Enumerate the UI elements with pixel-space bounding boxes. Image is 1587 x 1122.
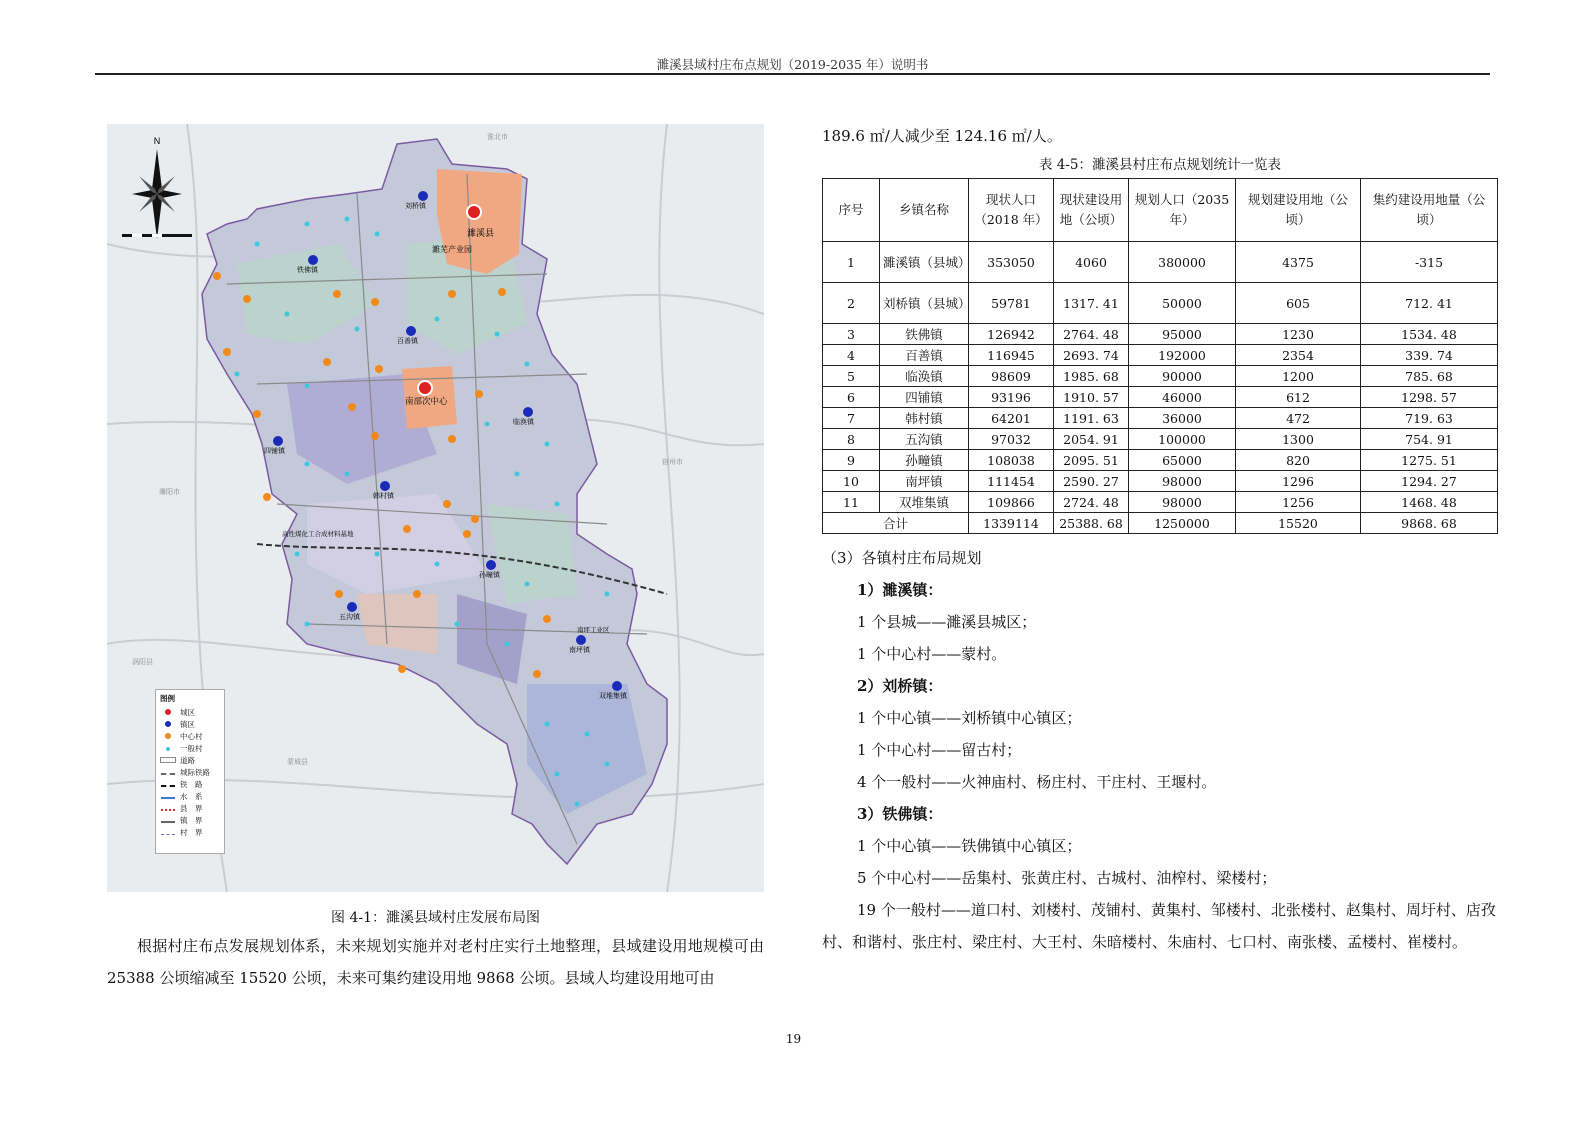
town-label: 南坪镇 <box>569 647 590 654</box>
legend-row: 中心村 <box>160 730 220 742</box>
subsection-title: 2）刘桥镇： <box>857 677 943 695</box>
town-marker <box>612 681 622 691</box>
table-cell: 濉溪镇（县城） <box>880 242 969 283</box>
left-paragraph: 根据村庄布点发展规划体系，未来规划实施并对老村庄实行土地整理，县域建设用地规模可由 25388 公顷缩减至 15520 公顷，未来可集约建设用地 9868 公顷。县域人均建设用地可由 <box>107 937 764 987</box>
text-line: 1 个县城——濉溪县城区； <box>857 613 1037 631</box>
col-header: 规划建设用地（公顷） <box>1236 179 1361 242</box>
legend-row: 道路 <box>160 754 220 766</box>
table-row <box>823 345 1498 366</box>
town-label: 铁佛镇 <box>297 267 318 274</box>
town-marker <box>273 436 283 446</box>
table-cell: 2 <box>823 283 880 324</box>
col-header: 规划人口（2035 年） <box>1129 179 1236 242</box>
scale-bar <box>122 234 192 237</box>
town-boundary-icon <box>161 821 175 823</box>
table-cell: 1317. 41 <box>1054 283 1129 324</box>
table-cell: 刘桥镇（县城） <box>880 283 969 324</box>
orange-dot-icon <box>165 733 171 739</box>
table-cell: 2764. 48 <box>1054 324 1129 345</box>
map-legend <box>155 689 225 854</box>
text-line: 1 个中心村——留古村； <box>857 741 1022 759</box>
county-label: 濉溪县 <box>467 228 495 238</box>
table-row <box>823 450 1498 471</box>
table-cell: 1256 <box>1236 492 1361 513</box>
county-boundary-icon <box>161 809 175 811</box>
table-cell: 95000 <box>1129 324 1236 345</box>
table-cell: 四铺镇 <box>880 387 969 408</box>
table-cell: 2095. 51 <box>1054 450 1129 471</box>
city-label-huaibei: 淮北市 <box>487 134 508 141</box>
town-marker <box>418 191 428 201</box>
industrial-base-label: 高性煤化工合成材料基地 <box>282 531 354 538</box>
table-total-row <box>823 513 1498 534</box>
table-cell: 9868. 68 <box>1361 513 1498 534</box>
text-line: 5 个中心村——岳集村、张黄庄村、古城村、油榨村、梁楼村； <box>857 869 1277 887</box>
table-row <box>823 242 1498 283</box>
table-row <box>823 429 1498 450</box>
county-layout-map <box>107 124 764 892</box>
table-cell: 100000 <box>1129 429 1236 450</box>
page-number: 19 <box>785 1032 802 1046</box>
table-cell: 2354 <box>1236 345 1361 366</box>
water-icon <box>161 797 175 799</box>
table-cell: 1468. 48 <box>1361 492 1498 513</box>
table-cell: 1298. 57 <box>1361 387 1498 408</box>
table-cell: 380000 <box>1129 242 1236 283</box>
table-cell: 双堆集镇 <box>880 492 969 513</box>
table-cell: 719. 63 <box>1361 408 1498 429</box>
north-arrow-icon <box>132 149 182 239</box>
town-label: 孙疃镇 <box>479 572 500 579</box>
table-row <box>823 492 1498 513</box>
county-urban-area <box>437 169 522 274</box>
col-header: 乡镇名称 <box>880 179 969 242</box>
intercity-rail-icon <box>161 773 175 775</box>
table-cell: 临涣镇 <box>880 366 969 387</box>
text-line: 19 个一般村——道口村、刘楼村、茂铺村、黄集村、邹楼村、北张楼村、赵集村、周圩村、店孜村、和谐村、张庄村、梁庄村、大王村、朱暗楼村、朱庙村、七口村、南张楼、孟楼村、崔楼村。 <box>822 901 1496 951</box>
table-cell: 1294. 27 <box>1361 471 1498 492</box>
table-cell: 韩村镇 <box>880 408 969 429</box>
city-label-suiyang: 濉阳市 <box>159 489 180 496</box>
town-marker <box>576 635 586 645</box>
text-line: 4 个一般村——火神庙村、杨庄村、干庄村、王堰村。 <box>857 773 1217 791</box>
town-label: 百善镇 <box>397 338 418 345</box>
table-cell: 754. 91 <box>1361 429 1498 450</box>
red-dot-icon <box>165 709 171 715</box>
table-cell: 353050 <box>969 242 1054 283</box>
cyan-dot-icon <box>166 747 170 751</box>
town-label: 五沟镇 <box>339 614 360 621</box>
document-header: 濉溪县域村庄布点规划（2019-2035 年）说明书 <box>656 57 929 72</box>
south-center-marker <box>418 381 432 395</box>
road-line-icon <box>160 757 176 763</box>
table-cell: 108038 <box>969 450 1054 471</box>
table-cell: 五沟镇 <box>880 429 969 450</box>
legend-row: 铁 路 <box>160 778 220 790</box>
col-header: 集约建设用地量（公顷） <box>1361 179 1498 242</box>
town-marker <box>347 602 357 612</box>
legend-row: 一般村 <box>160 742 220 754</box>
table-cell: 339. 74 <box>1361 345 1498 366</box>
table-cell: 59781 <box>969 283 1054 324</box>
city-label-suzhou: 宿州市 <box>662 459 683 466</box>
table-cell: 合计 <box>823 513 969 534</box>
town-marker <box>308 255 318 265</box>
table-cell: 1985. 68 <box>1054 366 1129 387</box>
table-title: 表 4-5：濉溪县村庄布点规划统计一览表 <box>1038 157 1282 173</box>
col-header: 现状人口（2018 年） <box>969 179 1054 242</box>
table-cell: 8 <box>823 429 880 450</box>
village-boundary-icon <box>161 834 175 835</box>
table-cell: 5 <box>823 366 880 387</box>
table-cell: 109866 <box>969 492 1054 513</box>
town-marker <box>380 481 390 491</box>
table-cell: 126942 <box>969 324 1054 345</box>
subsection-title: 1）濉溪镇： <box>857 581 943 599</box>
table-cell: 2590. 27 <box>1054 471 1129 492</box>
table-cell: 111454 <box>969 471 1054 492</box>
town-label: 四铺镇 <box>264 448 285 455</box>
legend-row: 县 界 <box>160 802 220 814</box>
text-line: 1 个中心镇——铁佛镇中心镇区； <box>857 837 1082 855</box>
continued-text: 189.6 ㎡/人减少至 124.16 ㎡/人。 <box>822 127 1062 145</box>
table-cell: 4060 <box>1054 242 1129 283</box>
table-row <box>823 366 1498 387</box>
table-row <box>823 408 1498 429</box>
table-cell: 50000 <box>1129 283 1236 324</box>
table-cell: 1191. 63 <box>1054 408 1129 429</box>
table-cell: 15520 <box>1236 513 1361 534</box>
table-cell: 1296 <box>1236 471 1361 492</box>
table-cell: 36000 <box>1129 408 1236 429</box>
table-cell: 90000 <box>1129 366 1236 387</box>
table-cell: 孙疃镇 <box>880 450 969 471</box>
legend-row: 城际铁路 <box>160 766 220 778</box>
table-cell: 1339114 <box>969 513 1054 534</box>
header-rule <box>95 73 1490 75</box>
table-cell: 712. 41 <box>1361 283 1498 324</box>
text-line: 1 个中心村——蒙村。 <box>857 645 1007 663</box>
table-cell: 46000 <box>1129 387 1236 408</box>
legend-row: 镇 界 <box>160 814 220 826</box>
table-cell: 4375 <box>1236 242 1361 283</box>
railway-icon <box>161 785 175 787</box>
table-cell: 472 <box>1236 408 1361 429</box>
table-row <box>823 283 1498 324</box>
table-cell: 1 <box>823 242 880 283</box>
table-cell: 百善镇 <box>880 345 969 366</box>
town-marker <box>486 560 496 570</box>
table-row <box>823 387 1498 408</box>
table-cell: 10 <box>823 471 880 492</box>
table-cell: 1230 <box>1236 324 1361 345</box>
table-row <box>823 324 1498 345</box>
town-label: 临涣镇 <box>513 419 534 426</box>
table-cell: 64201 <box>969 408 1054 429</box>
legend-row: 水 系 <box>160 790 220 802</box>
table-cell: 铁佛镇 <box>880 324 969 345</box>
table-cell: 1275. 51 <box>1361 450 1498 471</box>
text-line: 1 个中心镇——刘桥镇中心镇区； <box>857 709 1082 727</box>
town-marker <box>523 407 533 417</box>
legend-row: 城区 <box>160 706 220 718</box>
col-header: 现状建设用地（公顷） <box>1054 179 1129 242</box>
table-cell: 3 <box>823 324 880 345</box>
table-cell: 98609 <box>969 366 1054 387</box>
table-cell: 65000 <box>1129 450 1236 471</box>
city-label-mengcheng: 蒙城县 <box>287 759 308 766</box>
table-cell: 4 <box>823 345 880 366</box>
town-marker <box>406 326 416 336</box>
table-cell: 612 <box>1236 387 1361 408</box>
table-cell: 97032 <box>969 429 1054 450</box>
table-cell: 98000 <box>1129 492 1236 513</box>
table-cell: 98000 <box>1129 471 1236 492</box>
table-cell: 1910. 57 <box>1054 387 1129 408</box>
table-cell: 1250000 <box>1129 513 1236 534</box>
legend-row: 镇区 <box>160 718 220 730</box>
col-header: 序号 <box>823 179 880 242</box>
legend-row: 村 界 <box>160 826 220 838</box>
town-layout-section <box>822 542 1498 958</box>
table-cell: 南坪镇 <box>880 471 969 492</box>
table-cell: 605 <box>1236 283 1361 324</box>
table-cell: 93196 <box>969 387 1054 408</box>
industrial-park-label: 濉芜产业园 <box>432 245 472 254</box>
table-header-row <box>823 179 1498 242</box>
table-cell: 11 <box>823 492 880 513</box>
city-label-guoyang: 涡阳县 <box>132 659 153 666</box>
table-cell: -315 <box>1361 242 1498 283</box>
subsection-title: 3）铁佛镇： <box>857 805 943 823</box>
county-center-marker <box>467 205 481 219</box>
table-cell: 7 <box>823 408 880 429</box>
table-cell: 1200 <box>1236 366 1361 387</box>
town-label: 韩村镇 <box>373 493 394 500</box>
table-cell: 116945 <box>969 345 1054 366</box>
table-cell: 820 <box>1236 450 1361 471</box>
blue-dot-icon <box>165 721 171 727</box>
table-cell: 1534. 48 <box>1361 324 1498 345</box>
table-cell: 2693. 74 <box>1054 345 1129 366</box>
section-title: （3）各镇村庄布局规划 <box>822 549 982 567</box>
table-cell: 192000 <box>1129 345 1236 366</box>
table-cell: 1300 <box>1236 429 1361 450</box>
town-label: 双堆集镇 <box>599 693 627 700</box>
south-center-label: 南部次中心 <box>405 396 448 406</box>
statistics-table <box>822 178 1498 534</box>
town-label: 刘桥镇 <box>405 203 426 210</box>
table-cell: 9 <box>823 450 880 471</box>
table-cell: 2724. 48 <box>1054 492 1129 513</box>
figure-caption: 图 4-1：濉溪县域村庄发展布局图 <box>331 910 540 926</box>
industrial-zone-label: 南坪工业区 <box>577 627 610 634</box>
table-cell: 2054. 91 <box>1054 429 1129 450</box>
table-cell: 6 <box>823 387 880 408</box>
north-label: N <box>153 136 161 146</box>
table-row <box>823 471 1498 492</box>
table-cell: 785. 68 <box>1361 366 1498 387</box>
table-cell: 25388. 68 <box>1054 513 1129 534</box>
legend-title: 图例 <box>160 694 175 703</box>
right-column <box>822 124 1498 958</box>
